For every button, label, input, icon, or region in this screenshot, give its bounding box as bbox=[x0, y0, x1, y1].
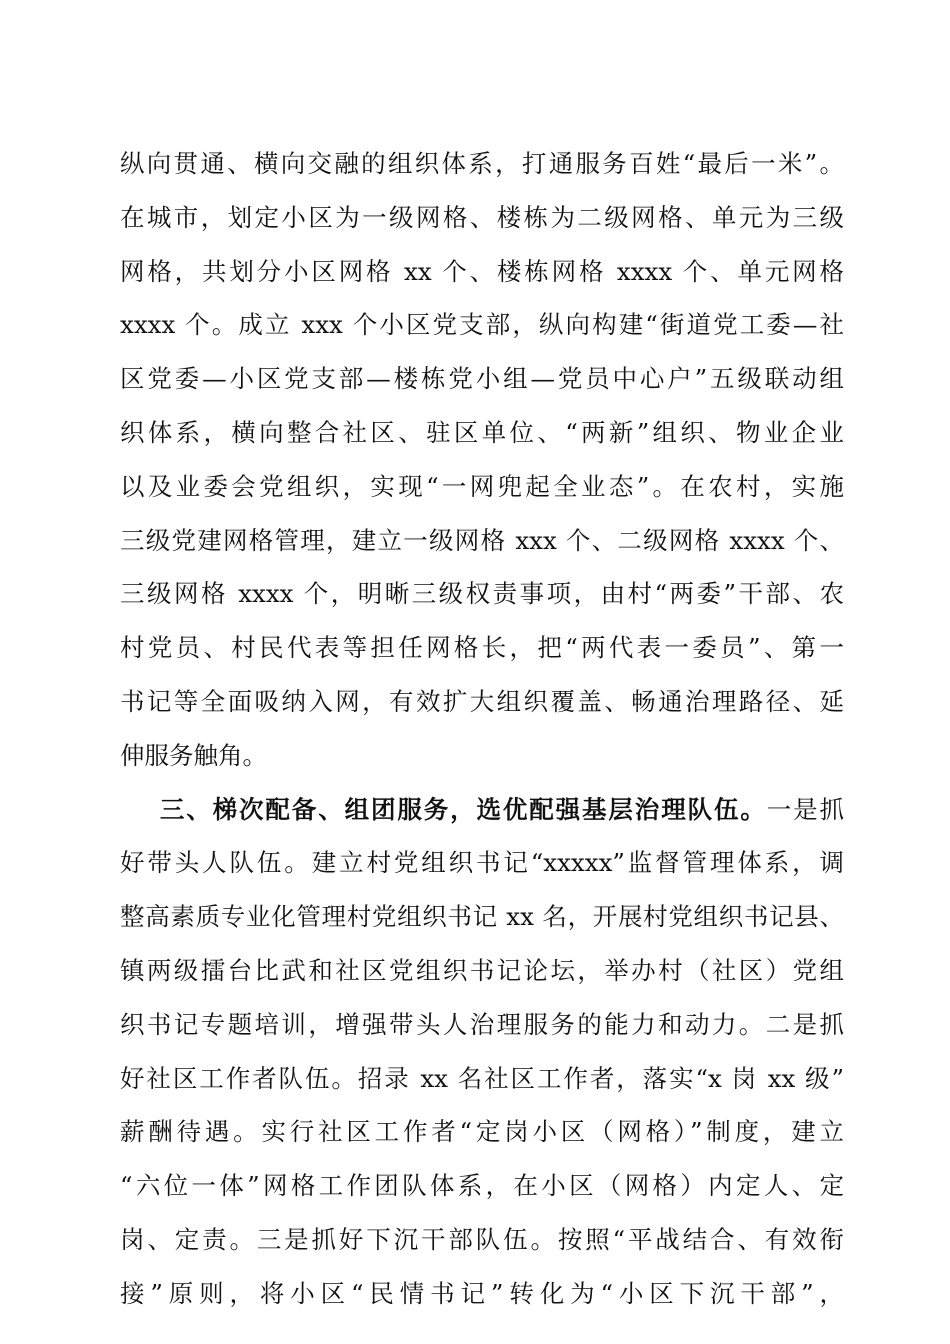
text-line: 织体系，横向整合社区、驻区单位、“两新”组织、物业企业 bbox=[120, 417, 844, 447]
section-heading: 三、梯次配备、组团服务，选优配强基层治理队伍。 bbox=[158, 794, 767, 824]
text-line: 薪酬待遇。实行社区工作者“定岗小区（网格）”制度，建立 bbox=[120, 1117, 844, 1147]
text-line: 区党委—小区党支部—楼栋党小组—党员中心户”五级联动组 bbox=[120, 364, 844, 394]
text-line: “六位一体”网格工作团队体系，在小区（网格）内定人、定 bbox=[120, 1171, 844, 1201]
text-line: 岗、定责。三是抓好下沉干部队伍。按照“平战结合、有效衔 bbox=[120, 1224, 844, 1254]
text-line: 三级网格 xxxx 个，明晰三级权责事项，由村“两委”干部、农 bbox=[120, 579, 844, 609]
text-line: xxxx 个。成立 xxx 个小区党支部，纵向构建“街道党工委—社 bbox=[120, 310, 844, 340]
text-line: 镇两级擂台比武和社区党组织书记论坛，举办村（社区）党组 bbox=[120, 955, 844, 985]
text-line: 书记等全面吸纳入网，有效扩大组织覆盖、畅通治理路径、延 bbox=[120, 686, 844, 716]
heading-line bbox=[120, 783, 844, 837]
text-line: 整高素质专业化管理村党组织书记 xx 名，开展村党组织书记县、 bbox=[120, 902, 844, 932]
text-line: 好社区工作者队伍。招录 xx 名社区工作者，落实“x 岗 xx 级” bbox=[120, 1063, 844, 1093]
text-line: 纵向贯通、横向交融的组织体系，打通服务百姓“最后一米”。 bbox=[120, 149, 844, 178]
text-line: 好带头人队伍。建立村党组织书记“xxxxx”监督管理体系，调 bbox=[120, 848, 844, 878]
paragraph-governance-team bbox=[120, 783, 844, 1321]
text-line: 织书记专题培训，增强带头人治理服务的能力和动力。二是抓 bbox=[120, 1009, 844, 1039]
paragraph-network-system bbox=[120, 137, 844, 783]
text-line: 接”原则，将小区“民情书记”转化为“小区下沉干部”， bbox=[120, 1278, 844, 1308]
text-line: 网格，共划分小区网格 xx 个、楼栋网格 xxxx 个、单元网格 bbox=[120, 256, 844, 286]
text-line: 三级党建网格管理，建立一级网格 xxx 个、二级网格 xxxx 个、 bbox=[120, 525, 844, 555]
text-line: 在城市，划定小区为一级网格、楼栋为二级网格、单元为三级 bbox=[120, 202, 844, 232]
text-line: 以及业委会党组织，实现“一网兜起全业态”。在农村，实施 bbox=[120, 471, 844, 501]
heading-line-rest: 一是抓 bbox=[766, 794, 844, 824]
text-line: 伸服务触角。 bbox=[120, 740, 267, 770]
text-line: 村党员、村民代表等担任网格长，把“两代表一委员”、第一 bbox=[120, 633, 844, 663]
body-text bbox=[120, 137, 844, 1321]
